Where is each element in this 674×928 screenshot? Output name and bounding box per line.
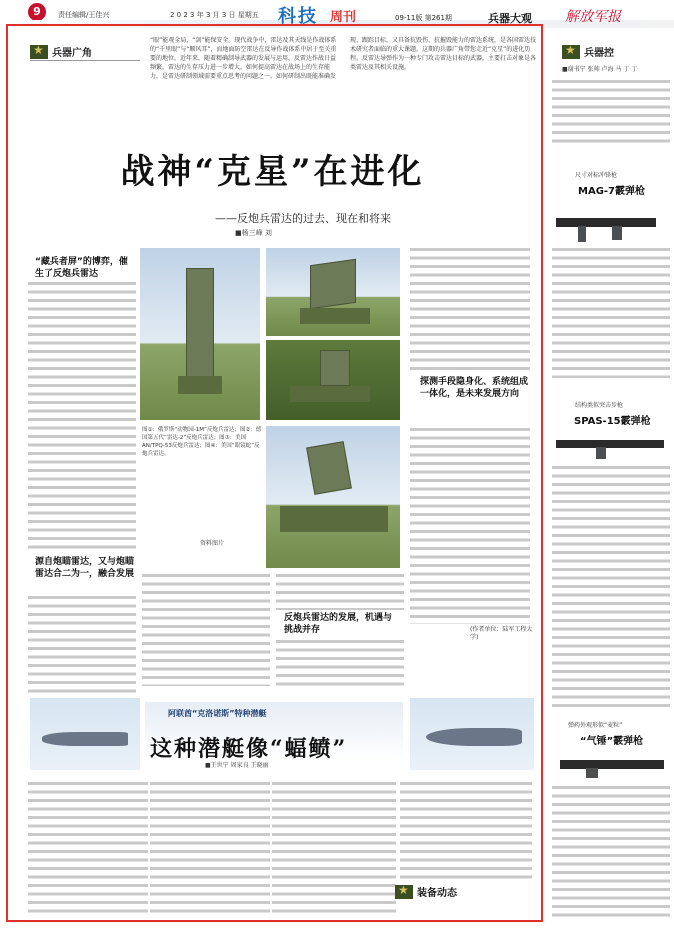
spas15-gun-image — [556, 432, 670, 462]
star-badge-icon — [395, 885, 413, 899]
radar-vehicle — [300, 308, 370, 324]
article-subtitle: ——反炮兵雷达的过去、现在和将来 — [215, 212, 391, 225]
radar-vehicle — [280, 506, 388, 532]
body-text-block — [272, 782, 396, 916]
article-byline: ■杨三峰 刘 — [235, 229, 272, 237]
radar-antenna — [306, 441, 352, 495]
supplement-logo-sub: 周刊 — [330, 10, 357, 25]
sidebar-column-title: 兵器控 — [584, 48, 614, 59]
feature-title: 这种潜艇像“蝠鲼” — [150, 736, 348, 762]
radar-photo-panel — [140, 248, 400, 568]
issue-date: 2 0 2 3 年 3 月 3 日 星期五 — [170, 11, 259, 19]
section-head-3: 反炮兵雷达的发展，机遇与挑战并存 — [284, 613, 393, 635]
author-note: (作者单位：陆军工程大学) — [470, 626, 533, 641]
feature-byline: ■王世宁 周家良 王晓丽 — [205, 762, 269, 769]
radar-antenna — [320, 350, 350, 386]
weapon-name: “气锤”霰弹枪 — [580, 736, 644, 747]
article-intro: “眼”能观全局，“剑”能保安全。现代战争中，雷达及其天线是作战体系的“千里眼”与“顺风耳”，而地面防空雷达在反导作战体系中居于至关重要的地位。近年来，随着精确制导武器的发展与运用，反雷达作战日益频繁，雷达的生存压力进一步增大。如何提高雷达在战场上的生存能力，是雷达研制领域需要重点思考的问题之一。如何研制出既能准确发现、跟踪目标，又具备抗毁伤、抗摧毁能力的雷达系统，是各国雷达技术研究者面临的重大课题。这期的兵器广角带您走近“克星”的进化历程。反雷达导弹作为一种专门攻击雷达目标的武器，主要打击对象是各类雷达及其相关设施。 — [150, 37, 537, 80]
body-text-block — [410, 428, 530, 624]
body-text-block — [276, 574, 404, 610]
equipment-tag — [395, 884, 457, 899]
equipment-tag-label: 装备动态 — [417, 888, 457, 899]
article-title: 战神“克星”在进化 — [120, 152, 425, 192]
column-title: 兵器广角 — [52, 48, 92, 59]
weapon-name: MAG-7霰弹枪 — [578, 186, 646, 197]
supplement-logo: 科技 — [278, 6, 318, 27]
star-badge-icon — [562, 45, 580, 59]
weapon-kicker: 尺寸对标冲锋枪 — [575, 172, 618, 179]
radar-antenna — [186, 268, 214, 378]
submarine-shape — [42, 732, 128, 746]
radar-vehicle — [290, 386, 370, 402]
weapon-name: SPAS-15霰弹枪 — [574, 416, 651, 427]
weapon-text — [552, 466, 670, 710]
body-text-block — [410, 248, 530, 372]
banner-divider — [30, 60, 140, 61]
section-head-1: “藏兵者屏”的博弈，催生了反炮兵雷达 — [35, 257, 128, 279]
issue-number: 09-11版 第261期 — [395, 14, 452, 22]
body-text-block — [28, 782, 148, 916]
body-text-block — [150, 782, 270, 916]
section-head-4: 探测手段隐身化、系统组成一体化，是未来发展方向 — [420, 377, 529, 399]
sidebar-intro — [552, 80, 670, 146]
radar-antenna — [310, 259, 356, 309]
star-badge-icon — [30, 45, 48, 59]
radar-vehicle — [178, 376, 222, 394]
weapon-kicker: 结构类似突击步枪 — [575, 402, 624, 409]
section-head-2: 源自炮瞄雷达，又与炮瞄雷达合二为一，融合发展 — [35, 557, 135, 579]
weapon-kicker: 弹药外观形似“麦粒” — [568, 722, 623, 729]
sidebar-byline: ■谢书宁 张帅 卢海 马 丁 丁 — [562, 66, 638, 73]
body-text-block — [28, 596, 136, 696]
hammer-gun-image — [556, 750, 670, 780]
column-banner — [30, 44, 92, 59]
weapon-text — [552, 248, 670, 378]
body-text-block — [276, 640, 404, 688]
submarine-shape — [426, 728, 522, 746]
body-text-block — [28, 282, 136, 550]
photo-credit: 资料图片 — [200, 540, 225, 547]
newspaper-brand: 解放军报 — [565, 9, 621, 25]
editor-credit: 责任编辑/王佳兴 — [58, 11, 110, 19]
feature-kicker: 阿联酋“克洛诺斯”特种潜艇 — [168, 709, 267, 718]
sidebar-banner — [562, 44, 614, 59]
mag7-gun-image — [556, 206, 670, 242]
body-text-block — [400, 782, 532, 882]
body-text-block — [142, 574, 270, 686]
weapon-text — [552, 786, 670, 918]
photo-caption: 图①：俄罗斯“动物园-1M”反炮兵雷达；图②：德国第五代“雷达-2”反炮兵雷达；图③：美国AN/TPQ-53反炮兵雷达；图④：美国“眼镜蛇”反炮兵雷达。 — [142, 427, 262, 457]
page-number-badge: 9 — [28, 3, 46, 21]
section-name: 兵器大观 — [488, 12, 532, 25]
